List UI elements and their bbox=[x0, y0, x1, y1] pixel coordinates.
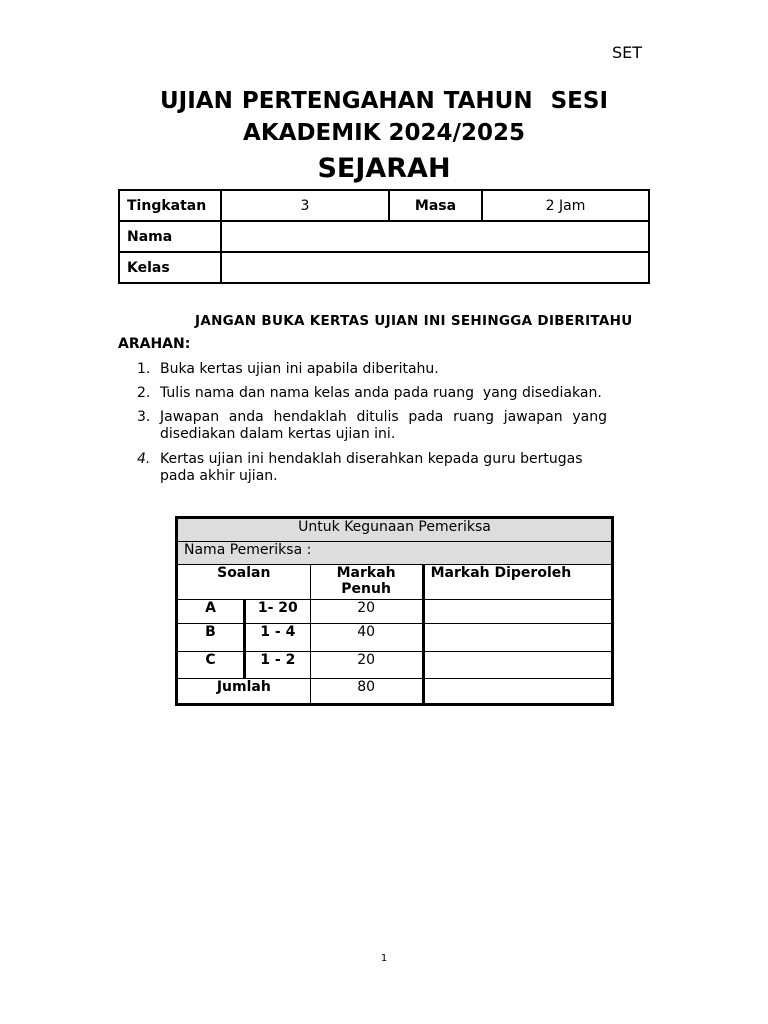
instruction-number: 4. bbox=[137, 451, 151, 467]
student-info-table bbox=[118, 189, 650, 284]
tingkatan-label: Tingkatan bbox=[119, 190, 221, 221]
instruction-number: 2. bbox=[137, 385, 151, 401]
jumlah-label: Jumlah bbox=[177, 679, 311, 705]
examiner-table bbox=[175, 516, 614, 706]
section-c-range: 1 - 2 bbox=[245, 652, 311, 679]
kelas-label: Kelas bbox=[119, 252, 221, 283]
exam-title-line-2: AKADEMIK 2024/2025 bbox=[243, 120, 525, 146]
section-a-marks-obtained[interactable] bbox=[423, 600, 612, 624]
examiner-name-label: Nama Pemeriksa : bbox=[177, 542, 613, 565]
section-b-label: B bbox=[177, 624, 245, 652]
instruction-text: Jawapan anda hendaklah ditulis pada ruang jawapan yang disediakan dalam kertas ujian ini. bbox=[160, 409, 607, 442]
section-a-full-marks: 20 bbox=[310, 600, 423, 624]
masa-value: 2 Jam bbox=[482, 190, 649, 221]
kelas-field[interactable] bbox=[221, 252, 649, 283]
page-number: 1 bbox=[380, 953, 388, 964]
markah-penuh-header: Markah Penuh bbox=[310, 565, 423, 600]
instruction-item bbox=[137, 385, 607, 402]
section-c-marks-obtained[interactable] bbox=[423, 652, 612, 679]
nama-label: Nama bbox=[119, 221, 221, 252]
instruction-item bbox=[137, 361, 607, 378]
instruction-text: Buka kertas ujian ini apabila diberitahu. bbox=[160, 361, 439, 377]
instruction-item bbox=[137, 409, 607, 443]
tingkatan-value: 3 bbox=[221, 190, 389, 221]
set-label: SET bbox=[612, 43, 643, 62]
section-b-marks-obtained[interactable] bbox=[423, 624, 612, 652]
instructions-heading: ARAHAN: bbox=[118, 336, 191, 352]
instruction-number: 3. bbox=[137, 409, 151, 425]
section-a-label: A bbox=[177, 600, 245, 624]
instruction-number: 1. bbox=[137, 361, 151, 377]
masa-label: Masa bbox=[389, 190, 482, 221]
subject-title: SEJARAH bbox=[317, 153, 451, 184]
section-b-full-marks: 40 bbox=[310, 624, 423, 652]
section-b-range: 1 - 4 bbox=[245, 624, 311, 652]
examiner-table-title: Untuk Kegunaan Pemeriksa bbox=[177, 518, 613, 542]
nama-field[interactable] bbox=[221, 221, 649, 252]
instruction-item bbox=[137, 451, 589, 485]
total-marks-obtained[interactable] bbox=[423, 679, 612, 705]
instruction-text: Kertas ujian ini hendaklah diserahkan kepada guru bertugas pada akhir ujian. bbox=[160, 451, 583, 484]
section-c-full-marks: 20 bbox=[310, 652, 423, 679]
section-a-range: 1- 20 bbox=[245, 600, 311, 624]
total-full-marks: 80 bbox=[310, 679, 423, 705]
warning-text: JANGAN BUKA KERTAS UJIAN INI SEHINGGA DIBERITAHU bbox=[195, 313, 633, 329]
instruction-text: Tulis nama dan nama kelas anda pada ruang yang disediakan. bbox=[160, 385, 602, 401]
markah-diperoleh-header: Markah Diperoleh bbox=[423, 565, 612, 600]
soalan-header: Soalan bbox=[177, 565, 311, 600]
section-c-label: C bbox=[177, 652, 245, 679]
exam-title-line-1: UJIAN PERTENGAHAN TAHUN SESI bbox=[159, 88, 609, 114]
